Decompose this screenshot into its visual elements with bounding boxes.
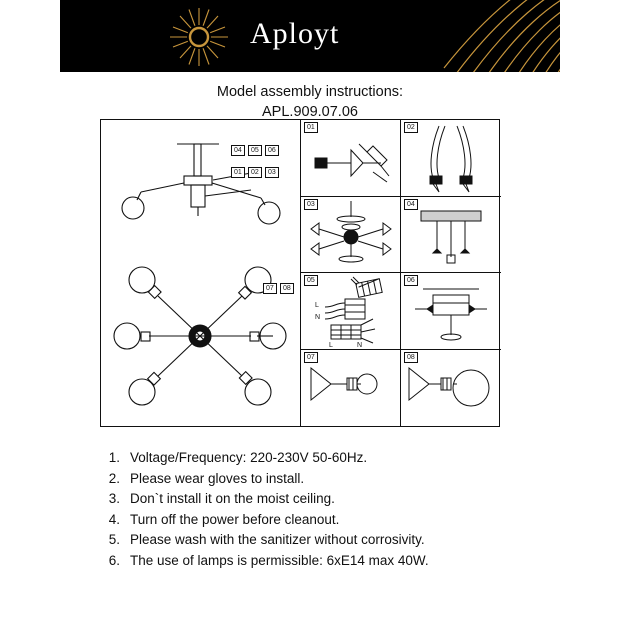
step-wiring-terminal [301,273,401,350]
list-item [104,469,534,490]
step-mount-base-plate [401,197,501,274]
step-assemble-arms [301,197,401,274]
product-overview-drawing [101,120,301,426]
svg-text:L: L [329,342,333,349]
step-number-02: 02 [404,122,418,133]
step-fix-body-to-base [401,273,501,350]
callout-04: 04 [231,145,245,156]
step-number-01: 01 [304,122,318,133]
list-item-text: Please wear gloves to install. [130,470,305,486]
list-item [104,489,534,510]
title-line-1: Model assembly instructions: [216,84,404,100]
list-item-text: The use of lamps is permissible: 6xE14 max 40W. [130,552,429,568]
callout-06: 06 [265,145,279,156]
list-item [104,530,534,551]
callout-07: 07 [263,283,277,294]
callout-02: 02 [248,167,262,178]
step-drill-ceiling-bracket [301,120,401,197]
list-item [104,510,534,531]
step-number-04: 04 [404,199,418,210]
list-item-number: 4. [108,511,120,527]
svg-text:N: N [315,314,321,321]
brand-wordmark: Aployt [250,17,340,50]
list-item-number: 3. [108,491,120,506]
page-title [0,82,620,122]
callout-08: 08 [280,283,294,294]
list-item-text: Turn off the power before cleanout. [130,511,340,527]
list-item-text: Please wash with the sanitizer without corrosivity. [130,532,425,547]
step-number-03: 03 [304,199,318,210]
title-line-2: APL.909.07.06 [262,104,358,120]
step-suspension-cables [401,120,501,197]
list-item [104,448,534,469]
step-number-05: 05 [304,275,318,286]
sunburst-logo-icon [168,6,230,68]
list-item-text: Voltage/Frequency: 220-230V 50-60Hz. [130,450,368,465]
list-item-number: 2. [108,470,120,486]
list-item-number: 6. [108,552,120,568]
step-number-08: 08 [404,352,418,363]
step-number-07: 07 [304,352,318,363]
assembly-steps-grid [301,120,501,426]
svg-text:L: L [315,302,319,309]
callout-05: 05 [248,145,262,156]
step-install-bulb [301,350,401,427]
list-item-text: Don`t install it on the moist ceiling. [130,491,335,506]
callout-01: 01 [231,167,245,178]
list-item [104,551,534,572]
instruction-list [104,448,534,571]
svg-text:N: N [357,342,363,349]
step-number-06: 06 [404,275,418,286]
callout-03: 03 [265,167,279,178]
header-banner [60,0,560,72]
assembly-diagram [100,119,500,427]
list-item-number: 1. [108,450,120,465]
list-item-number: 5. [108,532,120,547]
step-attach-glass-shade [401,350,501,427]
radiating-lines-icon [400,0,560,72]
